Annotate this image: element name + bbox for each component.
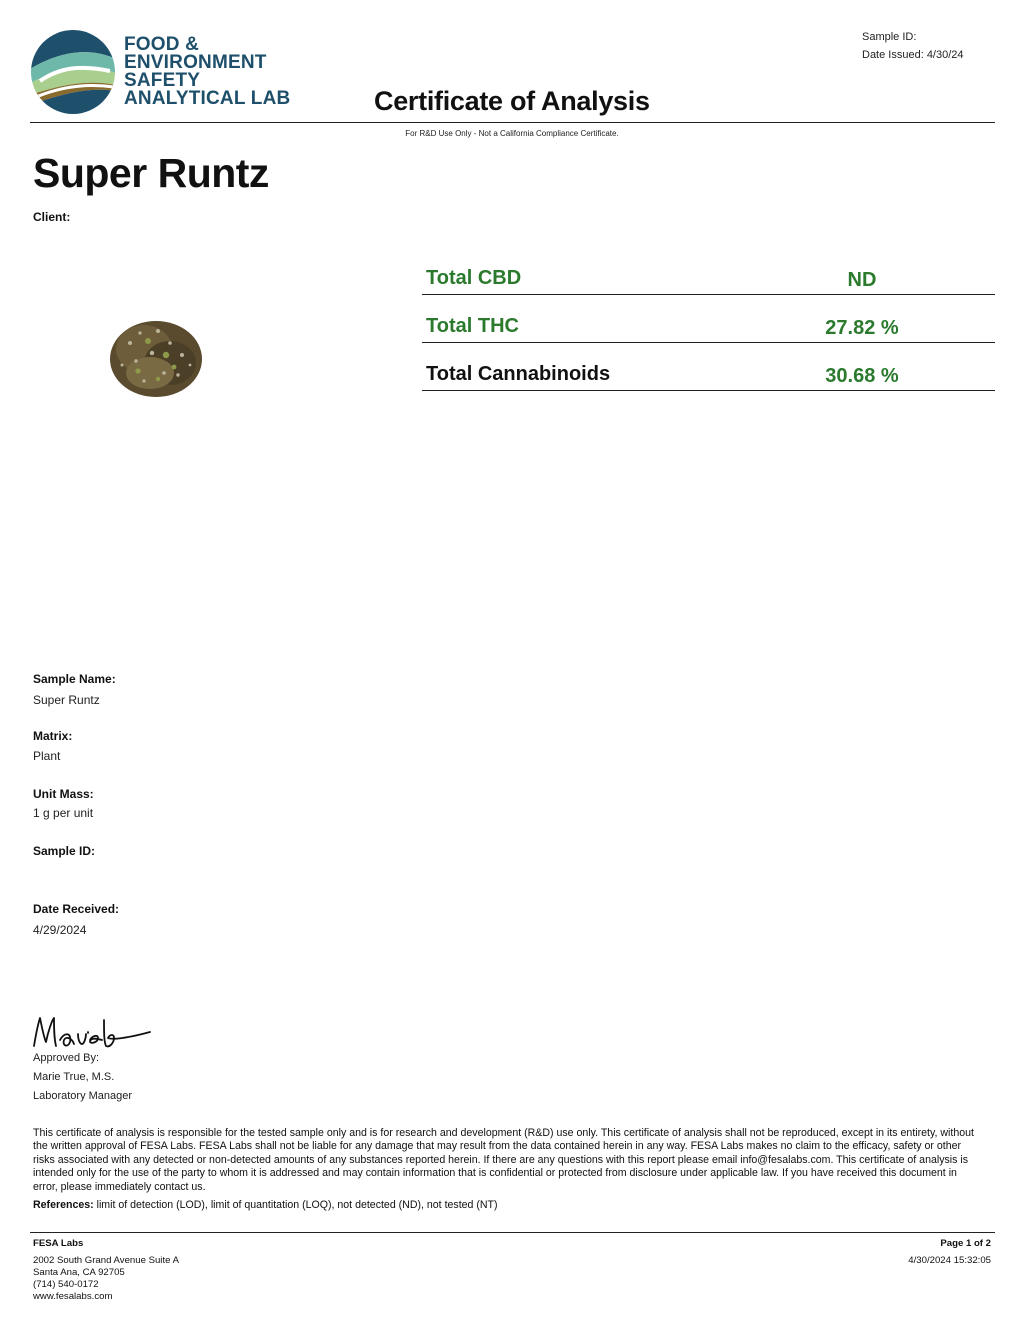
summary-value: 30.68 %: [825, 365, 899, 387]
summary-label: Total THC: [426, 315, 519, 337]
generated-timestamp: 4/30/2024 15:32:05: [908, 1255, 991, 1266]
summary-value: 27.82 %: [825, 317, 899, 339]
lab-logo-icon: [30, 29, 116, 115]
date-issued: Date Issued: 4/30/24: [862, 49, 964, 61]
summary-row-total-cannabinoids: [422, 350, 995, 391]
signature: [30, 1010, 154, 1054]
client-label: Client:: [33, 210, 71, 224]
document-title: Certificate of Analysis: [374, 86, 650, 116]
references-text: limit of detection (LOD), limit of quantitation (LOQ), not detected (ND), not tested (NT): [93, 1199, 498, 1211]
sample-id-label: Sample ID:: [33, 844, 96, 858]
footer-page-info: [908, 1238, 991, 1267]
footer-address-line: 2002 South Grand Avenue Suite A: [33, 1255, 179, 1266]
date-received-label: Date Received:: [33, 902, 120, 916]
header-divider: [30, 122, 995, 123]
footer-address-line: Santa Ana, CA 92705: [33, 1267, 125, 1278]
sample-name-value: Super Runtz: [33, 693, 100, 707]
footer-company: FESA Labs: [33, 1238, 84, 1249]
lab-logo-wordmark: [124, 36, 290, 108]
date-received-value: 4/29/2024: [33, 923, 87, 937]
logo-line: ENVIRONMENT: [124, 52, 267, 73]
logo-line: ANALYTICAL LAB: [124, 88, 291, 109]
rd-use-note: For R&D Use Only - Not a California Compliance Certificate.: [405, 129, 619, 138]
sample-id-label: Sample ID:: [862, 31, 917, 43]
references-label: References:: [33, 1199, 94, 1211]
matrix-label: Matrix:: [33, 729, 73, 743]
summary-row-total-thc: [422, 302, 995, 343]
summary-value: ND: [847, 269, 877, 291]
footer-divider: [30, 1232, 995, 1233]
references: [33, 1199, 498, 1211]
footer-address: [33, 1238, 179, 1303]
summary-row-total-cbd: [422, 254, 995, 295]
page-number: Page 1 of 2: [940, 1238, 991, 1249]
product-name: Super Runtz: [33, 150, 269, 196]
logo-line: SAFETY: [124, 70, 201, 91]
footer-phone: (714) 540-0172: [33, 1279, 99, 1290]
footer-website[interactable]: www.fesalabs.com: [33, 1291, 113, 1302]
unit-mass-label: Unit Mass:: [33, 787, 94, 801]
sample-name-label: Sample Name:: [33, 672, 116, 686]
logo-line: FOOD &: [124, 34, 200, 55]
summary-label: Total CBD: [426, 267, 522, 289]
sample-meta: [862, 28, 964, 64]
approver-role: Laboratory Manager: [33, 1090, 133, 1102]
approver-name: Marie True, M.S.: [33, 1071, 115, 1083]
unit-mass-value: 1 g per unit: [33, 806, 94, 820]
approved-by-label: Approved By:: [33, 1052, 100, 1064]
product-photo: [100, 303, 210, 403]
disclaimer-text: This certificate of analysis is responsible for the tested sample only and is for research and development (R&D) use only. This certificate of analysis shall not be reproduced, except in its entirety, without the written approval of FESA Labs. FESA Labs shall not be liable for any damage that may result from the data contained herein in any way. FESA Labs makes no claim to the efficacy, safety or other risks associated with any detected or non-detected amounts of any substances reported herein. If there are any questions with this report please email info@fesalabs.com. This certificate of analysis is intended only for the use of the party to whom it is addressed and may contain information that is confidential or protected from disclosure under applicable law. If you have received this document in error, please immediately contact us.: [33, 1127, 974, 1193]
summary-label: Total Cannabinoids: [426, 363, 611, 385]
matrix-value: Plant: [33, 749, 61, 763]
